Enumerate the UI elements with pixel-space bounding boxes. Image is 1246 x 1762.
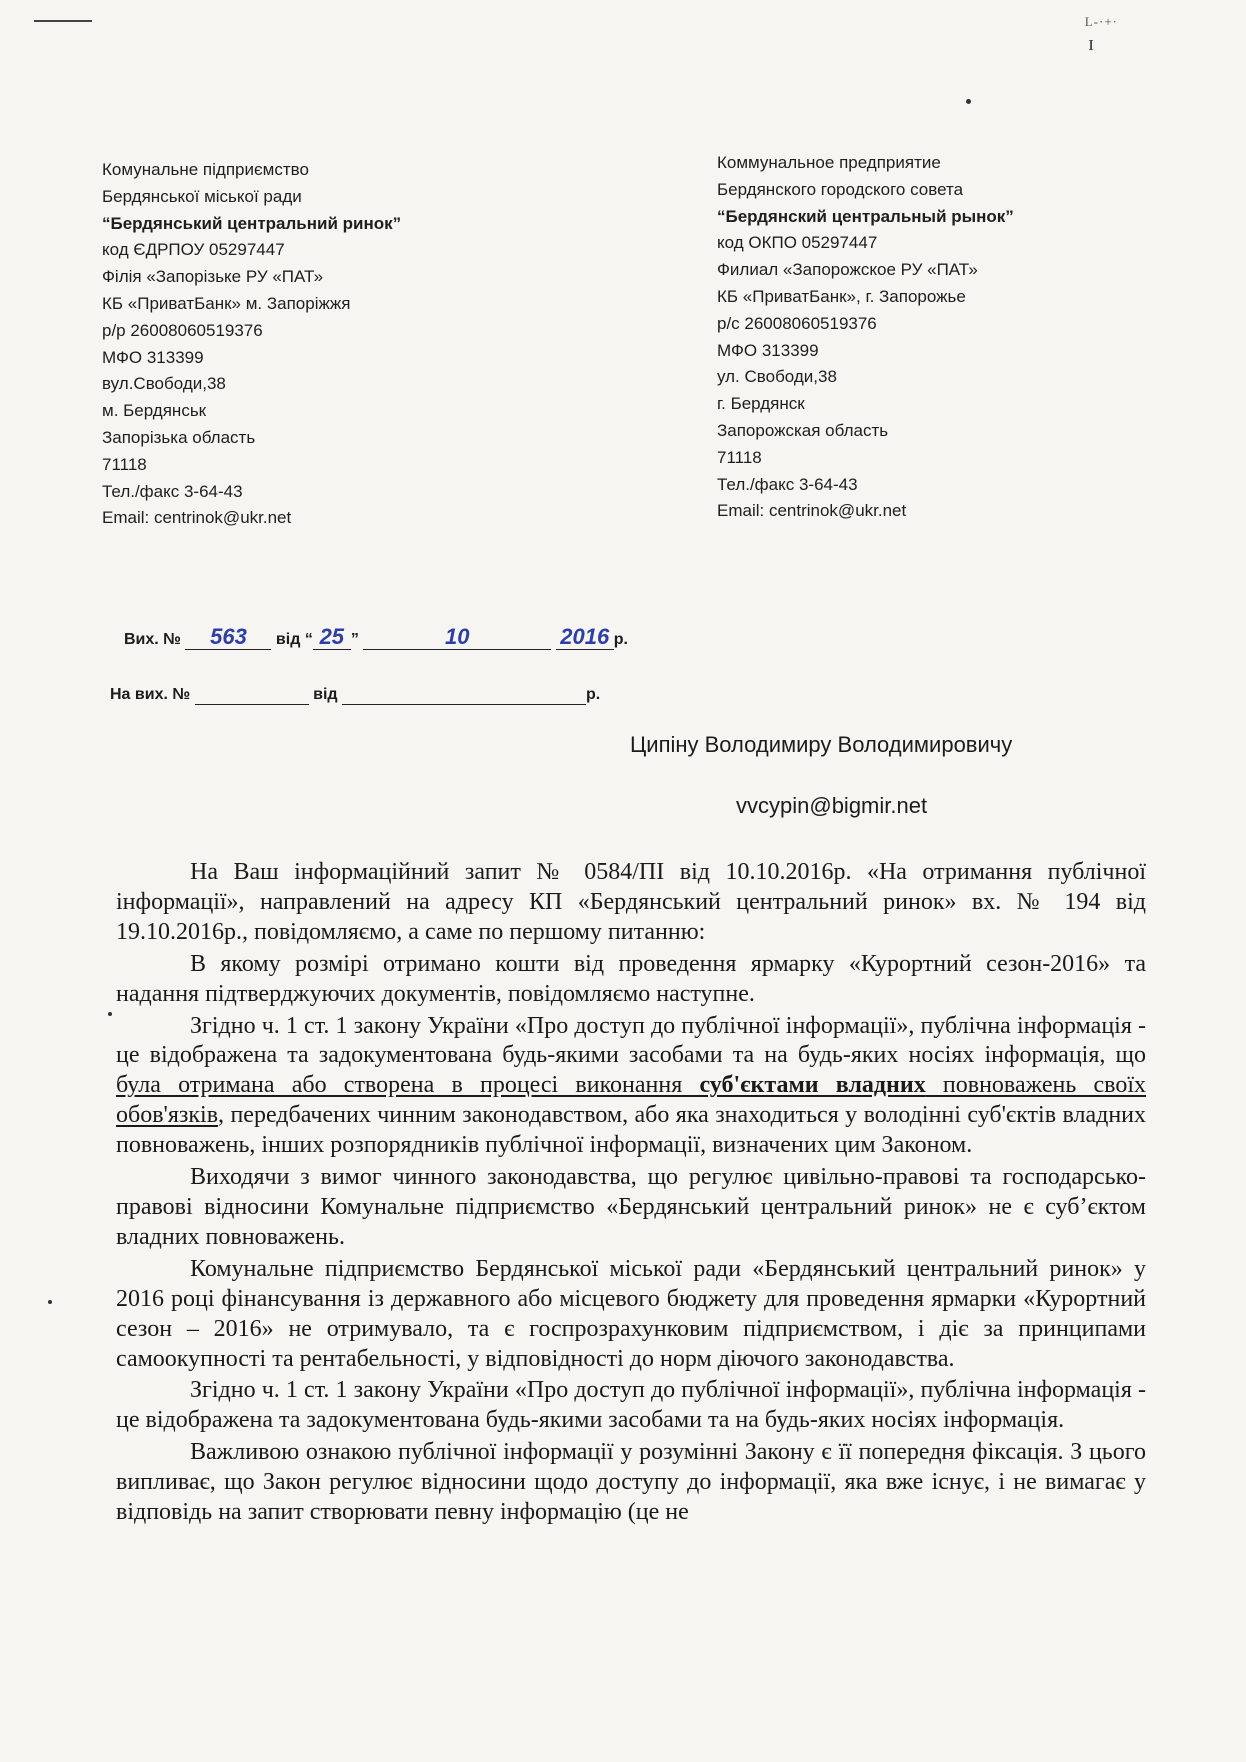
outgoing-number: 563 <box>210 624 247 649</box>
outgoing-label: Вих. № <box>124 631 182 648</box>
text-run: Згідно ч. 1 ст. 1 закону України «Про доступ до публічної інформації», публічна інформація - це відображена та задокументована будь-якими засобами та на будь-яких носіях інформація, що <box>116 1012 1146 1069</box>
letterhead-line: 71118 <box>102 454 147 474</box>
letterhead-line: код ЄДРПОУ 05297447 <box>102 240 285 260</box>
letterhead-line: р/с 26008060519376 <box>717 313 877 333</box>
company-name: “Бердянський центральний ринок” <box>102 213 402 233</box>
outgoing-year: 2016 <box>560 624 610 649</box>
letterhead-email: Email: centrinok@ukr.net <box>102 508 292 528</box>
letterhead-line: м. Бердянськ <box>102 401 207 421</box>
letterhead-line: р/р 26008060519376 <box>102 320 263 340</box>
paragraph-definition <box>116 1012 1146 1162</box>
year-field <box>556 624 614 650</box>
incoming-suffix: р. <box>586 686 601 703</box>
letterhead-line: КБ «ПриватБанк», г. Запорожье <box>717 286 966 306</box>
letterhead-line: Коммунальное предприятие <box>717 153 941 172</box>
letterhead-line: Бердянської міської ради <box>102 186 302 206</box>
year-suffix: р. <box>613 631 628 648</box>
company-name: “Бердянский центральный рынок” <box>717 206 1014 226</box>
incoming-date-field <box>342 686 586 705</box>
letterhead-line: Филиал «Запорожское РУ «ПАТ» <box>717 260 978 280</box>
letterhead-line: КБ «ПриватБанк» м. Запоріжжя <box>102 293 351 313</box>
scan-speck <box>966 99 971 104</box>
corner-mark: L-·+· <box>1084 14 1118 29</box>
quote-open: “ <box>304 631 313 648</box>
outgoing-number-line <box>124 624 628 650</box>
quote-close: ” <box>350 631 359 648</box>
scan-speck <box>48 1300 52 1304</box>
paragraph: В якому розмірі отримано кошти від проведення ярмарку «Курортний сезон-2016» та надання підтверджуючих документів, повідомляємо наступне. <box>116 950 1146 1007</box>
paragraph: На Ваш інформаційний запит № 0584/ПІ від 10.10.2016р. «На отримання публічної інформації», направлений на адресу КП «Бердянський центральний ринок» вх. № 194 від 19.10.2016р., повідомляємо, а саме по першому питанню: <box>116 859 1146 945</box>
top-rule <box>34 20 92 22</box>
outgoing-number-field <box>185 624 271 650</box>
letterhead-line: г. Бердянск <box>717 394 805 414</box>
outgoing-month: 10 <box>445 624 470 649</box>
day-field <box>313 624 351 650</box>
letterhead-line: код ОКПО 05297447 <box>717 233 878 253</box>
incoming-number-line <box>110 686 600 705</box>
month-field <box>363 624 551 650</box>
letterhead-line: Філія «Запорізьке РУ «ПАТ» <box>102 267 324 287</box>
letterhead-line: 71118 <box>717 447 762 467</box>
incoming-number-field <box>195 686 309 705</box>
letterhead-line: Комунальне підприємство <box>102 160 309 179</box>
letterhead-email: Email: centrinok@ukr.net <box>717 501 907 521</box>
recipient-name: Ципіну Володимиру Володимировичу <box>630 732 1013 757</box>
letterhead-line: вул.Свободи,38 <box>102 374 226 394</box>
letterhead-russian <box>717 150 1014 525</box>
paragraph: Згідно ч. 1 ст. 1 закону України «Про доступ до публічної інформації», публічна інформація - це відображена та задокументована будь-якими засобами та на будь-яких носіях інформація. <box>116 1377 1146 1434</box>
letterhead-line: МФО 313399 <box>102 347 204 367</box>
letterhead-line: Бердянского городского совета <box>717 179 964 199</box>
letterhead-line: Запорожская область <box>717 420 889 440</box>
paragraph: Важливою ознакою публічної інформації у розумінні Закону є її попередня фіксація. З цього випливає, що Закон регулює відносини щодо доступу до інформації, яка вже існує, і не вимагає у відповідь на запит створювати певну інформацію (це не <box>116 1439 1146 1526</box>
incoming-from-label: від <box>313 686 338 703</box>
paragraph: Комунальне підприємство Бердянської міської ради «Бердянський центральний ринок» у 2016 році фінансування із державного або місцевого бюджету для проведення ярмарки «Курортний сезон – 2016» не отримувало, та є госпрозрахунковим підприємством, і діє за принципами самоокупності та рентабельності, у відповідності до норм діючого законодавства. <box>116 1255 1146 1372</box>
outgoing-day: 25 <box>319 624 345 649</box>
underlined-bold-text: суб'єктами владних <box>699 1072 926 1099</box>
scan-speck <box>108 1012 112 1016</box>
incoming-label: На вих. № <box>110 686 191 703</box>
letterhead-line: ул. Свободи,38 <box>717 367 837 387</box>
letterhead-ukrainian <box>102 157 401 532</box>
letterhead-line: Тел./факс 3-64-43 <box>717 474 858 494</box>
paragraph: Виходячи з вимог чинного законодавства, що регулює цивільно-правові та господарсько-правові відносини Комунальне підприємство «Бердянський центральний ринок» не є суб’єктом владних повноважень. <box>116 1164 1146 1250</box>
date-from-label: від <box>275 631 301 648</box>
corner-tick: ɪ <box>1088 30 1095 55</box>
text-run: , передбачених чинним законодавством, або яка знаходиться у володінні суб'єктів владних повноважень, інших розпорядників публічної інформації, визначених цим Законом. <box>116 1102 1146 1159</box>
underlined-text: була отримана або створена в процесі виконання <box>116 1072 700 1099</box>
letterhead-line: МФО 313399 <box>717 340 819 360</box>
recipient-email: vvcypin@bigmir.net <box>736 793 928 818</box>
letterhead-line: Тел./факс 3-64-43 <box>102 481 243 501</box>
letterhead-line: Запорізька область <box>102 427 256 447</box>
underlined-text: повноважень своїх обов'язків <box>116 1072 1146 1129</box>
letter-body <box>116 858 1146 1528</box>
